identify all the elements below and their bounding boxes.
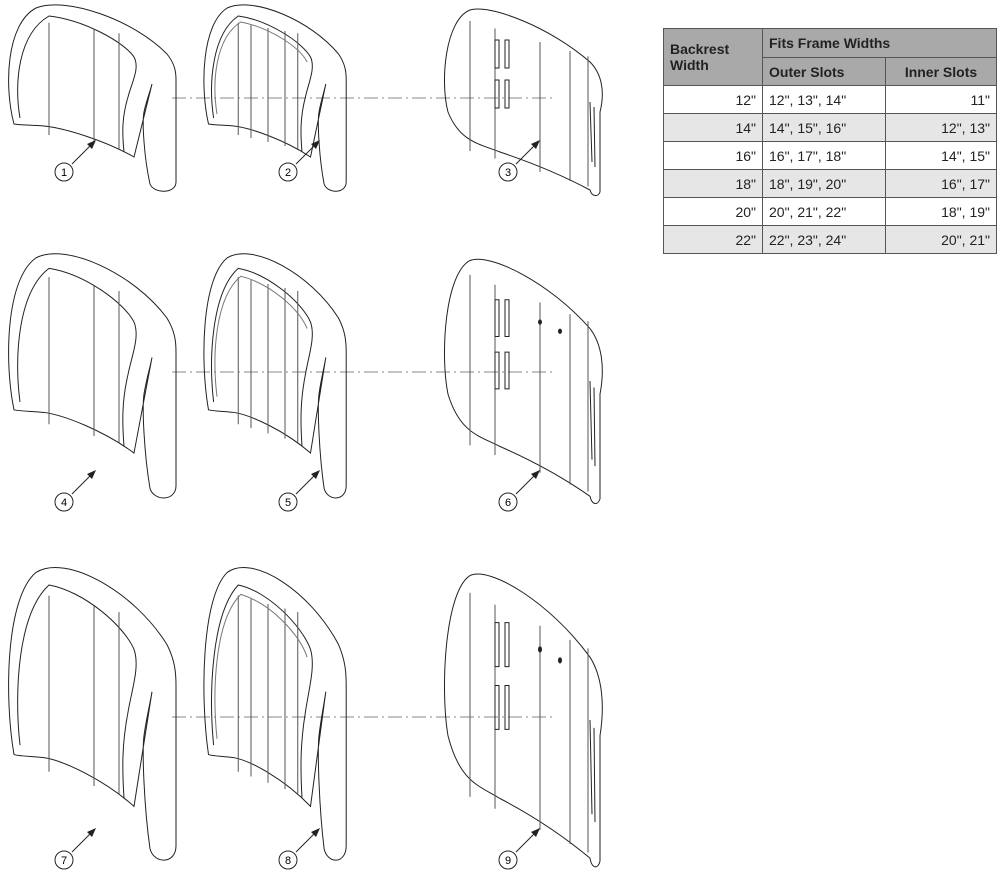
cell-backrest: 14"	[664, 114, 763, 142]
mounting-slot	[505, 80, 509, 108]
cushion-inner-edge	[18, 268, 137, 446]
callout-number: 8	[284, 855, 292, 867]
callout-number: 1	[60, 167, 68, 179]
cell-outer: 22", 23", 24"	[763, 226, 886, 254]
cell-inner: 18", 19"	[886, 198, 997, 226]
shell-outline	[444, 259, 602, 503]
backrest-part-cushion	[9, 254, 176, 498]
callout-number: 9	[504, 855, 512, 867]
mounting-slot	[505, 352, 509, 389]
table-row	[664, 170, 997, 198]
foam-outline	[204, 254, 346, 498]
backrest-part-shell	[444, 259, 602, 503]
foam-contour	[215, 276, 307, 397]
callout-number: 3	[504, 167, 512, 179]
mounting-hole	[559, 329, 562, 333]
cell-outer: 12", 13", 14"	[763, 86, 886, 114]
shell-outline	[444, 574, 602, 867]
cell-backrest: 22"	[664, 226, 763, 254]
cell-backrest: 18"	[664, 170, 763, 198]
cell-outer: 16", 17", 18"	[763, 142, 886, 170]
cushion-inner-edge	[18, 585, 137, 799]
foam-contour	[215, 22, 307, 114]
backrest-part-shell	[444, 574, 602, 867]
cell-backrest: 12"	[664, 86, 763, 114]
backrest-part-foam	[204, 568, 346, 861]
mounting-slot	[505, 300, 509, 337]
header-fits-frame-widths: Fits Frame Widths	[763, 29, 997, 58]
backrest-part-shell	[444, 9, 602, 195]
mounting-slot	[505, 40, 509, 68]
header-backrest-width: Backrest Width	[664, 29, 763, 86]
cushion-outline	[9, 5, 176, 191]
mounting-hole	[559, 658, 562, 663]
mounting-slot	[495, 40, 499, 68]
backrest-part-foam	[204, 254, 346, 498]
callout-number: 7	[60, 855, 68, 867]
cell-inner: 20", 21"	[886, 226, 997, 254]
cushion-outline	[9, 254, 176, 498]
callout-number: 2	[284, 167, 292, 179]
mounting-hole	[539, 647, 542, 652]
mounting-slot	[495, 685, 499, 729]
cell-outer: 14", 15", 16"	[763, 114, 886, 142]
cell-inner: 14", 15"	[886, 142, 997, 170]
header-inner-slots: Inner Slots	[886, 58, 997, 86]
header-outer-slots: Outer Slots	[763, 58, 886, 86]
callout-number: 5	[284, 497, 292, 509]
frame-width-table	[663, 28, 997, 254]
table-row	[664, 114, 997, 142]
cell-outer: 18", 19", 20"	[763, 170, 886, 198]
cell-inner: 11"	[886, 86, 997, 114]
cell-outer: 20", 21", 22"	[763, 198, 886, 226]
mounting-slot	[495, 352, 499, 389]
mounting-hole	[539, 320, 542, 324]
cell-backrest: 20"	[664, 198, 763, 226]
mounting-slot	[495, 80, 499, 108]
cushion-inner-edge	[18, 16, 137, 152]
bracket	[590, 102, 595, 167]
backrest-part-cushion	[9, 5, 176, 191]
table-row	[664, 142, 997, 170]
callout-number: 4	[60, 497, 68, 509]
cell-inner: 16", 17"	[886, 170, 997, 198]
mounting-slot	[505, 685, 509, 729]
foam-outline	[204, 568, 346, 861]
shell-outline	[444, 9, 602, 195]
table-row	[664, 86, 997, 114]
mounting-slot	[495, 300, 499, 337]
bracket	[590, 720, 595, 822]
bracket	[590, 381, 595, 466]
callout-number: 6	[504, 497, 512, 509]
cell-backrest: 16"	[664, 142, 763, 170]
table-row	[664, 198, 997, 226]
cell-inner: 12", 13"	[886, 114, 997, 142]
backrest-part-cushion	[9, 568, 176, 861]
table-row	[664, 226, 997, 254]
cushion-outline	[9, 568, 176, 861]
mounting-slot	[505, 623, 509, 667]
mounting-slot	[495, 623, 499, 667]
